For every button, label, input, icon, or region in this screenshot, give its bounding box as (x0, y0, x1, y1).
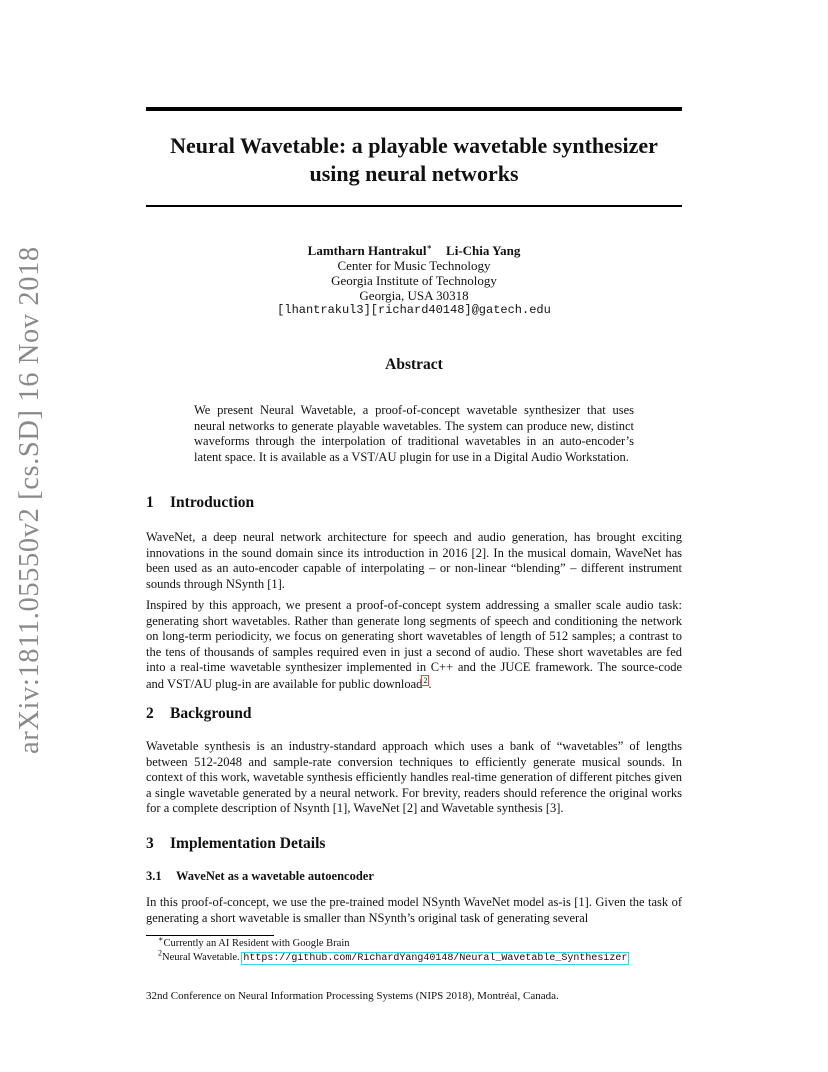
author-name: Lamtharn Hantrakul (307, 243, 427, 258)
affiliation-line: Georgia, USA 30318 (359, 288, 469, 303)
author-emails: [lhantrakul3][richard40148]@gatech.edu (277, 303, 551, 317)
footnote-link[interactable]: 2 (423, 675, 428, 685)
section-title: Implementation Details (170, 835, 326, 852)
subsection-heading (146, 869, 374, 884)
affiliation-line: Georgia Institute of Technology (331, 273, 497, 288)
arxiv-stamp-text: arXiv:1811.05550v2 [cs.SD] 16 Nov 2018 (14, 246, 45, 754)
affiliation-line: Center for Music Technology (337, 258, 491, 273)
footnote-mark: ∗ (158, 934, 164, 944)
paragraph: Wavetable synthesis is an industry-standard approach which uses a bank of “wavetables” of lengths between 512-2048 and sample-rate conversion techniques to efficiently generate musical sounds. In context of this work, wavetable synthesis efficiently handles real-time generation of different pitches given a single wavetable generated by a neural network. For brevity, readers should reference the original works for a complete description of Nsynth [1], WaveNet [2] and Wavetable synthesis [3]. (146, 739, 682, 816)
section-number: 3 (146, 835, 154, 852)
footnote (158, 934, 350, 950)
author-names (146, 243, 682, 258)
paragraph (146, 598, 682, 693)
paragraph-end: . (428, 677, 432, 692)
subsection-title: WaveNet as a wavetable autoencoder (176, 869, 374, 883)
section-heading-introduction (146, 494, 254, 512)
section-number: 1 (146, 494, 154, 511)
paper-title-line2: using neural networks (309, 161, 519, 186)
conference-footer: 32nd Conference on Neural Information Processing Systems (NIPS 2018), Montréal, Canada. (146, 990, 559, 1002)
paper-title-line1: Neural Wavetable: a playable wavetable synthesizer (170, 133, 658, 158)
paper-title (146, 132, 682, 188)
arxiv-stamp (8, 246, 52, 754)
paragraph: WaveNet, a deep neural network architecture for speech and audio generation, has brought exciting innovations in the sound domain since its introduction in 2016 [2]. In the musical domain, WaveNet has been used as an auto-encoder capable of interpolating – or non-linear “blending” – different instrument sounds through NSynth [1]. (146, 530, 682, 591)
footnote-mark: 2 (158, 948, 162, 958)
section-heading-background (146, 705, 252, 723)
footnote-text: Currently an AI Resident with Google Brain (163, 938, 350, 949)
author-block (146, 243, 682, 318)
section-heading-implementation (146, 835, 325, 853)
section-title: Background (170, 705, 252, 722)
author-name: Li-Chia Yang (446, 243, 521, 258)
section-number: 2 (146, 705, 154, 722)
subsection-number: 3.1 (146, 869, 162, 883)
footnote-rule (146, 935, 274, 936)
section-title: Introduction (170, 494, 255, 511)
footnote-text: Neural Wavetable. (162, 952, 243, 963)
title-rule-bottom (146, 205, 682, 207)
abstract-text: We present Neural Wavetable, a proof-of-concept wavetable synthesizer that uses neural networks to generate playable wavetables. The system can produce new, distinct waveforms through the interpolation of traditional wavetables in an auto-encoder’s latent space. It is available as a VST/AU plugin for use in a Digital Audio Workstation. (194, 403, 634, 464)
footnote (158, 948, 628, 965)
author-footnote-mark: ∗ (426, 242, 433, 252)
title-rule-top (146, 107, 682, 111)
paragraph-text: Inspired by this approach, we present a proof-of-concept system addressing a smaller scale audio task: generating short wavetables. Rather than generate long segments of speech and conditioning the network on long-term periodicity, we focus on generating short wavetables of length of 512 samples; a contrast to the tens of thousands of samples required even in just a second of audio. These short wavetables are fed into a real-time wavetable synthesizer implemented in C++ and the JUCE framework. The source-code and VST/AU plug-in are available for public download (146, 598, 682, 692)
abstract-heading: Abstract (385, 356, 443, 373)
repository-link[interactable]: https://github.com/RichardYang40148/Neural_Wavetable_Synthesizer (243, 953, 628, 964)
paragraph: In this proof-of-concept, we use the pre-trained model NSynth WaveNet model as-is [1]. Given the task of generating a short wavetable is smaller than NSynth’s original task of generating several (146, 895, 682, 925)
